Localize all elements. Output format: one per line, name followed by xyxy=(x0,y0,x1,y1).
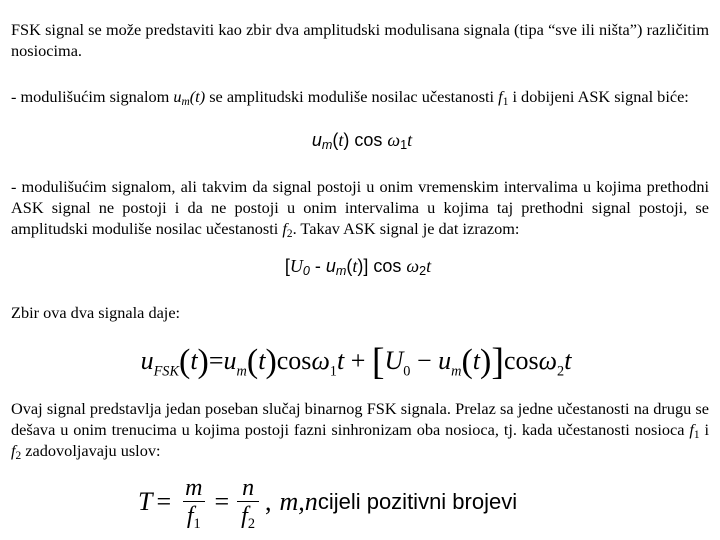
eq3-um-subscript-1: m xyxy=(236,363,247,380)
eq3-omega-subscript-1: 1 xyxy=(329,363,337,380)
first-carrier-text-b: se amplitudski moduliše nosilac učestanosti xyxy=(205,87,499,106)
eq4-description: cijeli pozitivni brojevi xyxy=(317,489,518,514)
eq3-um-2: u xyxy=(438,346,452,375)
f2-subscript: 2 xyxy=(286,227,293,240)
first-carrier-paragraph xyxy=(11,86,709,107)
p5-f1-subscript: 1 xyxy=(693,428,700,441)
eq2-cos: cos xyxy=(368,256,407,276)
fsk-equation: $u_{FSK}(t)=u_m(t)\cos\omega_1t + [U_0 - u_m(t)]\cos\omega_2t$ xyxy=(140,341,572,383)
p5-f2-symbol: f xyxy=(11,441,16,460)
eq1-omega-subscript: 1 xyxy=(400,138,408,153)
eq2-u-subscript: m xyxy=(335,264,347,279)
eq2-t2: t xyxy=(426,256,432,276)
eq2-paren-open: ( xyxy=(346,256,353,276)
intro-text: FSK signal se može predstaviti kao zbir dva amplitudski modulisana signala (tipa “sve ili ništa”) različitim nosiocima. xyxy=(11,20,709,60)
eq1-cos: cos xyxy=(349,130,388,150)
eq3-omega-subscript-2: 2 xyxy=(557,363,565,380)
eq3-um-1: u xyxy=(223,346,237,375)
eq3-minus: − xyxy=(416,346,432,375)
eq3-fsk-subscript: FSK xyxy=(153,363,179,380)
eq4-m: m xyxy=(185,474,203,501)
eq3-U0-subscript: 0 xyxy=(403,363,411,380)
sum-paragraph xyxy=(11,302,709,323)
eq2-U-subscript: 0 xyxy=(302,264,310,279)
eq2-bracket-close: ] xyxy=(363,256,369,276)
first-carrier-text-a: - modulišućim signalom xyxy=(11,87,174,106)
eq4-f1: f xyxy=(186,502,194,529)
f2-symbol: f xyxy=(282,219,287,238)
eq3-equals: = xyxy=(208,346,224,375)
eq4-f2-subscript: 2 xyxy=(247,515,256,532)
um-subscript: m xyxy=(181,95,190,108)
eq3-um-subscript-2: m xyxy=(451,363,462,380)
condition-text-b: zadovoljavaju uslov: xyxy=(21,441,161,460)
p5-f1-symbol: f xyxy=(689,420,694,439)
condition-text-a: Ovaj signal predstavlja jedan poseban slučaj binarnog FSK signala. Prelaz sa jedne učestanosti na drugu se dešava u onim trenucima u kojima postoji fazni sinhronizam oba nosioca, tj. kada učestanosti nosioca xyxy=(11,399,709,439)
eq1-paren-open: ( xyxy=(332,130,339,150)
eq4-equals-2: = xyxy=(214,487,230,516)
eq1-u: u xyxy=(311,130,322,150)
eq3-omega-1: ω xyxy=(311,346,330,375)
eq4-equals-1: = xyxy=(156,487,172,516)
eq3-t-1: t xyxy=(190,346,198,375)
eq3-u-fsk: u xyxy=(140,346,154,375)
eq2-paren-close: ) xyxy=(357,256,364,276)
p5-f2-subscript: 2 xyxy=(15,449,22,462)
eq2-omega: ω xyxy=(406,256,420,276)
eq3-U0: U xyxy=(384,346,404,375)
eq2-omega-subscript: 2 xyxy=(419,264,427,279)
period-condition-equation xyxy=(138,472,517,532)
eq3-t-2: t xyxy=(258,346,266,375)
eq4-f2: f xyxy=(241,502,248,529)
ask-equation-2 xyxy=(0,256,718,277)
n-over-f2-fraction xyxy=(237,475,259,530)
second-carrier-paragraph xyxy=(11,176,709,239)
condition-text-mid: i xyxy=(699,420,709,439)
eq2-t: t xyxy=(352,256,358,276)
eq1-t: t xyxy=(338,130,344,150)
eq2-U: U xyxy=(289,256,303,276)
eq1-omega: ω xyxy=(387,130,401,150)
f1-subscript: 1 xyxy=(502,95,509,108)
eq1-u-subscript: m xyxy=(321,138,333,153)
eq1-paren-close: ) xyxy=(343,130,350,150)
intro-paragraph xyxy=(11,19,709,61)
eq4-mn: m,n xyxy=(279,487,318,516)
um-argument: (t) xyxy=(189,87,206,106)
second-carrier-text-a: - modulišućim signalom, ali takvim da signal postoji u onim vremenskim intervalima u kojima prethodni ASK signal ne postoji i da ne postoji u onim intervalima u kojima taj prethodni signal postoji, se amplitudski moduliše nosilac učestanosti xyxy=(11,177,709,238)
eq3-omega-2: ω xyxy=(538,346,558,375)
eq3-plus: + xyxy=(350,346,366,375)
second-carrier-text-b: . Takav ASK signal je dat izrazom: xyxy=(292,219,520,238)
sum-text: Zbir ova dva signala daje: xyxy=(11,303,181,322)
eq2-u: u xyxy=(325,256,336,276)
eq3-t-5: t xyxy=(564,346,572,375)
eq2-minus: - xyxy=(309,256,326,276)
eq3-t-4: t xyxy=(472,346,481,375)
eq2-bracket-open: [ xyxy=(284,256,290,276)
eq3-cos-1: cos xyxy=(276,346,312,375)
eq1-t2: t xyxy=(407,130,413,150)
um-symbol: u xyxy=(173,87,182,106)
condition-paragraph xyxy=(11,398,709,461)
m-over-f1-fraction xyxy=(181,475,206,530)
ask-equation-1 xyxy=(2,130,720,151)
f1-symbol: f xyxy=(498,87,503,106)
eq4-n: n xyxy=(242,474,255,501)
eq4-comma: , xyxy=(265,487,272,516)
eq4-T: T xyxy=(138,487,153,516)
first-carrier-text-c: i dobijeni ASK signal biće: xyxy=(508,87,689,106)
eq3-cos-2: cos xyxy=(504,346,539,375)
eq3-t-3: t xyxy=(336,346,345,375)
eq4-f1-subscript: 1 xyxy=(193,515,201,532)
